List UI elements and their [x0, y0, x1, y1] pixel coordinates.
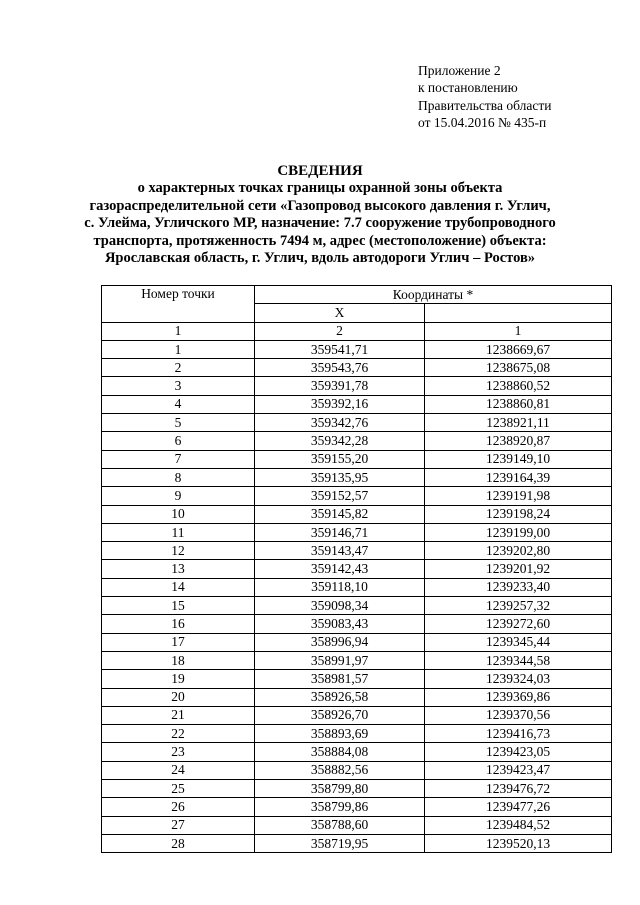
- point-number-cell: 28: [102, 834, 255, 852]
- y-coordinate-cell: 1238669,67: [425, 340, 612, 358]
- point-number-cell: 17: [102, 633, 255, 651]
- x-coordinate-cell: 359541,71: [255, 340, 425, 358]
- point-number-cell: 3: [102, 377, 255, 395]
- y-coordinate-cell: 1238920,87: [425, 432, 612, 450]
- y-coordinate-cell: 1238921,11: [425, 414, 612, 432]
- table-row: [102, 615, 612, 633]
- index-cell: 2: [255, 322, 425, 340]
- table-row: [102, 761, 612, 779]
- point-number-cell: 8: [102, 468, 255, 486]
- point-number-cell: 13: [102, 560, 255, 578]
- point-number-cell: 23: [102, 743, 255, 761]
- y-coordinate-cell: 1239191,98: [425, 487, 612, 505]
- document-title: [80, 163, 560, 267]
- point-number-cell: 7: [102, 450, 255, 468]
- y-coordinate-cell: 1239423,05: [425, 743, 612, 761]
- y-coordinate-cell: 1239344,58: [425, 651, 612, 669]
- x-coordinate-cell: 358882,56: [255, 761, 425, 779]
- y-coordinate-cell: 1239324,03: [425, 670, 612, 688]
- table-row: [102, 340, 612, 358]
- point-number-cell: 12: [102, 542, 255, 560]
- point-number-cell: 20: [102, 688, 255, 706]
- table-row: [102, 487, 612, 505]
- header-x: X: [255, 304, 425, 322]
- x-coordinate-cell: 359155,20: [255, 450, 425, 468]
- x-coordinate-cell: 358926,70: [255, 706, 425, 724]
- point-number-cell: 5: [102, 414, 255, 432]
- index-cell: 1: [425, 322, 612, 340]
- x-coordinate-cell: 358926,58: [255, 688, 425, 706]
- x-coordinate-cell: 358884,08: [255, 743, 425, 761]
- table-row: [102, 377, 612, 395]
- y-coordinate-cell: 1239520,13: [425, 834, 612, 852]
- point-number-cell: 2: [102, 359, 255, 377]
- title-line-3: с. Улейма, Угличского МР, назначение: 7.7 сооружение трубопроводного: [84, 215, 556, 232]
- point-number-cell: 14: [102, 578, 255, 596]
- table-row: [102, 798, 612, 816]
- y-coordinate-cell: 1239149,10: [425, 450, 612, 468]
- x-coordinate-cell: 359098,34: [255, 597, 425, 615]
- table-row: [102, 725, 612, 743]
- appendix-reference: [418, 62, 551, 132]
- table-row: [102, 542, 612, 560]
- y-coordinate-cell: 1239198,24: [425, 505, 612, 523]
- table-row: [102, 432, 612, 450]
- table-row: [102, 578, 612, 596]
- x-coordinate-cell: 359142,43: [255, 560, 425, 578]
- point-number-cell: 15: [102, 597, 255, 615]
- table-row: [102, 743, 612, 761]
- y-coordinate-cell: 1239164,39: [425, 468, 612, 486]
- x-coordinate-cell: 358991,97: [255, 651, 425, 669]
- x-coordinate-cell: 358981,57: [255, 670, 425, 688]
- table-row: [102, 780, 612, 798]
- y-coordinate-cell: 1239369,86: [425, 688, 612, 706]
- x-coordinate-cell: 359145,82: [255, 505, 425, 523]
- point-number-cell: 11: [102, 523, 255, 541]
- table-row: [102, 834, 612, 852]
- x-coordinate-cell: 359118,10: [255, 578, 425, 596]
- appendix-government: Правительства области: [418, 97, 552, 113]
- y-coordinate-cell: 1239484,52: [425, 816, 612, 834]
- point-number-cell: 21: [102, 706, 255, 724]
- point-number-cell: 27: [102, 816, 255, 834]
- x-coordinate-cell: 359143,47: [255, 542, 425, 560]
- table-row: [102, 414, 612, 432]
- title-line-4: транспорта, протяженность 7494 м, адрес (местоположение) объекта:: [93, 232, 547, 249]
- table-row: [102, 450, 612, 468]
- y-coordinate-cell: 1239199,00: [425, 523, 612, 541]
- header-coordinates: Координаты *: [255, 286, 612, 304]
- point-number-cell: 25: [102, 780, 255, 798]
- point-number-cell: 16: [102, 615, 255, 633]
- x-coordinate-cell: 358799,86: [255, 798, 425, 816]
- y-coordinate-cell: 1238675,08: [425, 359, 612, 377]
- x-coordinate-cell: 358788,60: [255, 816, 425, 834]
- table-row: [102, 505, 612, 523]
- point-number-cell: 26: [102, 798, 255, 816]
- y-coordinate-cell: 1239345,44: [425, 633, 612, 651]
- y-coordinate-cell: 1239201,92: [425, 560, 612, 578]
- x-coordinate-cell: 358719,95: [255, 834, 425, 852]
- x-coordinate-cell: 359342,28: [255, 432, 425, 450]
- point-number-cell: 18: [102, 651, 255, 669]
- table-index-row: [102, 322, 612, 340]
- y-coordinate-cell: 1238860,52: [425, 377, 612, 395]
- y-coordinate-cell: 1239476,72: [425, 780, 612, 798]
- appendix-to-resolution: к постановлению: [418, 80, 518, 96]
- point-number-cell: 19: [102, 670, 255, 688]
- table-row: [102, 395, 612, 413]
- x-coordinate-cell: 359135,95: [255, 468, 425, 486]
- point-number-cell: 24: [102, 761, 255, 779]
- title-main: СВЕДЕНИЯ: [277, 163, 363, 179]
- index-cell: 1: [102, 322, 255, 340]
- y-coordinate-cell: 1239370,56: [425, 706, 612, 724]
- x-coordinate-cell: 359543,76: [255, 359, 425, 377]
- point-number-cell: 10: [102, 505, 255, 523]
- table-row: [102, 688, 612, 706]
- table-row: [102, 523, 612, 541]
- coordinates-table: [101, 285, 612, 853]
- header-point-number: Номер точки: [102, 286, 255, 323]
- y-coordinate-cell: 1238860,81: [425, 395, 612, 413]
- table-row: [102, 560, 612, 578]
- table-row: [102, 670, 612, 688]
- header-y: [425, 304, 612, 322]
- y-coordinate-cell: 1239477,26: [425, 798, 612, 816]
- title-line-2: газораспределительной сети «Газопровод высокого давления г. Углич,: [89, 197, 551, 214]
- table-row: [102, 816, 612, 834]
- x-coordinate-cell: 358799,80: [255, 780, 425, 798]
- point-number-cell: 22: [102, 725, 255, 743]
- point-number-cell: 4: [102, 395, 255, 413]
- table-row: [102, 706, 612, 724]
- x-coordinate-cell: 359392,16: [255, 395, 425, 413]
- point-number-cell: 6: [102, 432, 255, 450]
- appendix-number: Приложение 2: [418, 63, 501, 78]
- table-row: [102, 597, 612, 615]
- table-row: [102, 633, 612, 651]
- title-line-1: о характерных точках границы охранной зоны объекта: [137, 180, 503, 197]
- table-row: [102, 651, 612, 669]
- x-coordinate-cell: 359083,43: [255, 615, 425, 633]
- y-coordinate-cell: 1239202,80: [425, 542, 612, 560]
- title-line-5: Ярославская область, г. Углич, вдоль автодороги Углич – Ростов»: [104, 250, 536, 267]
- table-row: [102, 359, 612, 377]
- table-row: [102, 468, 612, 486]
- y-coordinate-cell: 1239416,73: [425, 725, 612, 743]
- x-coordinate-cell: 359391,78: [255, 377, 425, 395]
- x-coordinate-cell: 359152,57: [255, 487, 425, 505]
- x-coordinate-cell: 358996,94: [255, 633, 425, 651]
- point-number-cell: 9: [102, 487, 255, 505]
- y-coordinate-cell: 1239272,60: [425, 615, 612, 633]
- x-coordinate-cell: 359146,71: [255, 523, 425, 541]
- y-coordinate-cell: 1239233,40: [425, 578, 612, 596]
- x-coordinate-cell: 358893,69: [255, 725, 425, 743]
- appendix-date-number: от 15.04.2016 № 435-п: [418, 115, 547, 131]
- point-number-cell: 1: [102, 340, 255, 358]
- y-coordinate-cell: 1239257,32: [425, 597, 612, 615]
- y-coordinate-cell: 1239423,47: [425, 761, 612, 779]
- table-header-row: [102, 286, 612, 304]
- x-coordinate-cell: 359342,76: [255, 414, 425, 432]
